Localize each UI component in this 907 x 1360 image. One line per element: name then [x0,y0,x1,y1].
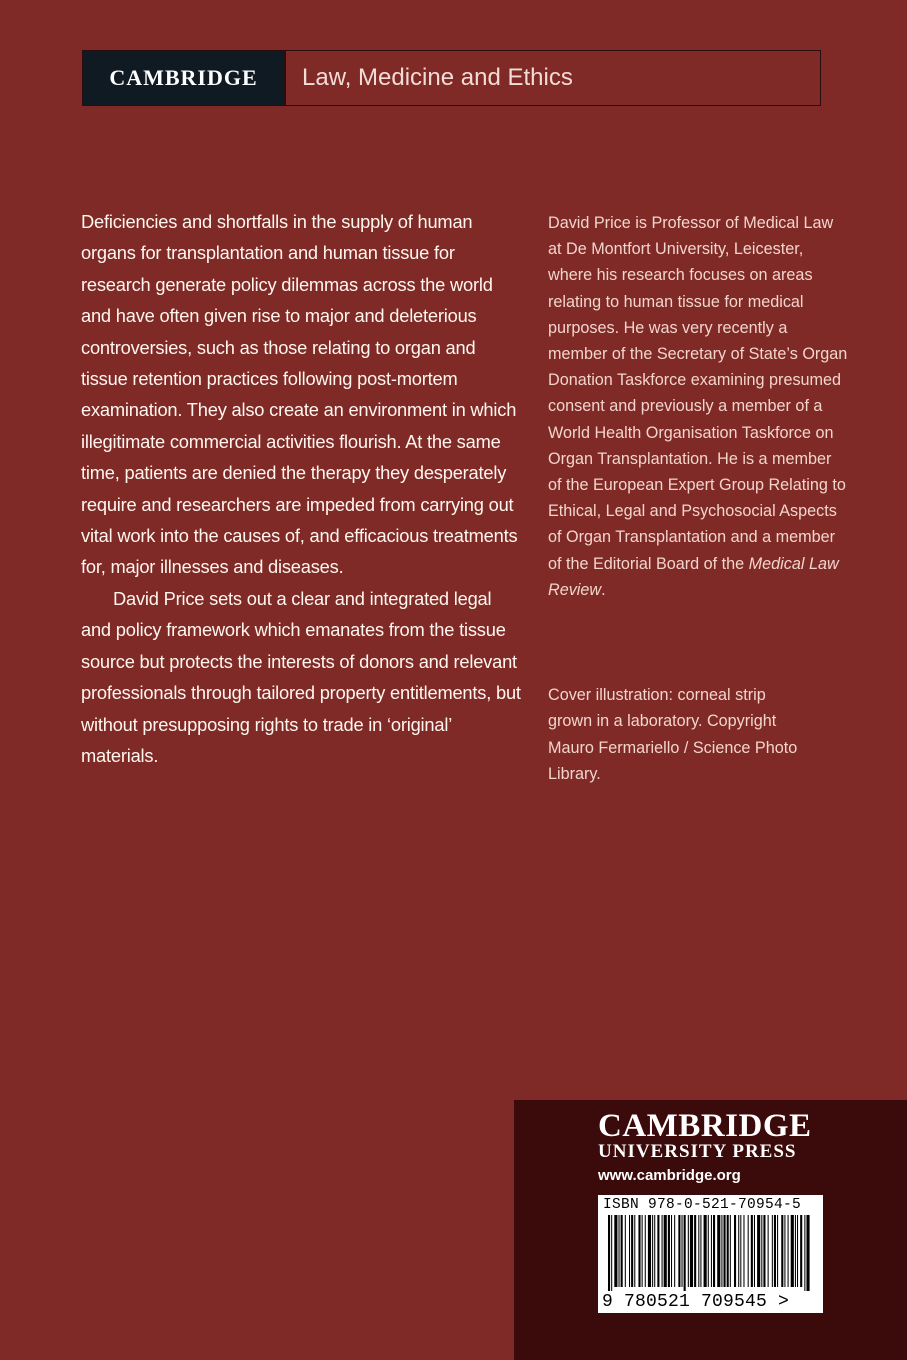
barcode-bar [791,1215,794,1287]
barcode-bar [724,1215,726,1287]
barcode-bar [608,1215,610,1291]
publisher-panel [514,1100,907,1360]
barcode-bar [684,1215,686,1291]
barcode-bar [611,1215,612,1291]
barcode-bar [730,1215,731,1287]
series-title: Law, Medicine and Ethics [284,51,820,105]
barcode-bar [738,1215,739,1287]
journal-title: Medical Law Review [548,554,839,599]
book-blurb [81,206,521,771]
barcode-bars [604,1215,817,1291]
barcode-bar [763,1215,765,1287]
barcode-bar [761,1215,762,1287]
barcode-bar [631,1215,633,1287]
barcode-bar [748,1215,749,1287]
barcode-bar [734,1215,736,1287]
barcode-bar [784,1215,785,1287]
barcode-bar [804,1215,805,1291]
barcode-bar [781,1215,783,1287]
blurb-paragraph-1: Deficiencies and shortfalls in the supply of human organs for transplantation and human tissue for research generate policy dilemmas across the world and have often given rise to major and deleterious controversies, such as those relating to organ and tissue retention practices following post-mortem examination. They also create an environment in which illegitimate commercial activities flourish. At the same time, patients are denied the therapy they desperately require and researchers are impeded from carrying out vital work into the causes of, and efficacious treatments for, major illnesses and diseases. [81,211,518,578]
barcode-bar [768,1215,769,1287]
barcode-bar [711,1215,712,1287]
series-brand-logo: CAMBRIDGE [83,51,284,105]
barcode-bar [690,1215,693,1287]
barcode-bar [634,1215,635,1287]
author-bio-end: . [601,580,606,599]
barcode-bar [740,1215,741,1287]
barcode-bar [708,1215,709,1287]
barcode-bar [629,1215,630,1287]
isbn-label: ISBN 978-0-521-70954-5 [603,1197,802,1213]
barcode-bar [619,1215,620,1287]
barcode-bar [682,1215,683,1287]
barcode-bar [652,1215,653,1287]
barcode-bar [625,1215,626,1287]
barcode-bar [678,1215,680,1287]
series-banner [82,50,821,106]
barcode-bar [698,1215,699,1287]
barcode-bar [704,1215,707,1287]
barcode-bar [642,1215,643,1287]
barcode-bar [800,1215,802,1287]
barcode-bar [638,1215,640,1287]
publisher-url: www.cambridge.org [598,1167,741,1184]
barcode-bar [621,1215,623,1287]
barcode-bar [797,1215,798,1287]
blurb-paragraph-2: David Price sets out a clear and integrated legal and policy framework which emanates from the tissue source but protects the interests of donors and relevant professionals through tailored property entitlements, but without presupposing rights to trade in ‘original’ materials. [81,587,521,766]
barcode-bar [657,1215,659,1287]
barcode-bar [772,1215,773,1287]
isbn-barcode [598,1195,823,1313]
barcode-bar [668,1215,670,1287]
barcode-bar [795,1215,796,1287]
barcode-bar [743,1215,744,1287]
barcode-bar [727,1215,729,1287]
barcode-bar [654,1215,655,1287]
barcode-bar [662,1215,663,1287]
barcode-bar [694,1215,696,1287]
barcode-bar [648,1215,651,1287]
barcode-bar [751,1215,753,1287]
barcode-bar [688,1215,689,1287]
publisher-logo-subtitle: UNIVERSITY PRESS [598,1141,797,1162]
barcode-bar [774,1215,776,1287]
barcode-bar [664,1215,667,1287]
barcode-bar [614,1215,617,1287]
barcode-bar [788,1215,789,1287]
barcode-bar [671,1215,672,1287]
cover-illustration-credit: Cover illustration: corneal strip grown in a laboratory. Copyright Mauro Fermariello / Science Photo Library. [548,686,798,783]
barcode-bar [645,1215,646,1287]
author-bio-text: David Price is Professor of Medical Law at De Montfort University, Leicester, where his research focuses on areas relating to human tissue for medical purposes. He was very recently a member of the Secretary of State’s Organ Donation Taskforce examining presumed consent and previously a member of a World Health Organisation Taskforce on Organ Transplantation. He is a member of the European Expert Group Relating to Ethical, Legal and Psychosocial Aspects of Organ Transplantation and a member of the Editorial Board of the [548,214,848,573]
barcode-bar [674,1215,675,1287]
barcode-bar [757,1215,760,1287]
barcode-bar [713,1215,715,1287]
barcode-bar [754,1215,755,1287]
barcode-bar [717,1215,720,1287]
barcode-bar [700,1215,701,1287]
barcode-digits: 9 780521 709545 > [602,1292,790,1312]
author-bio [548,210,848,603]
barcode-bar [777,1215,778,1287]
barcode-bar [721,1215,722,1287]
barcode-bar [806,1215,809,1291]
publisher-logo-name: CAMBRIDGE [598,1108,812,1144]
